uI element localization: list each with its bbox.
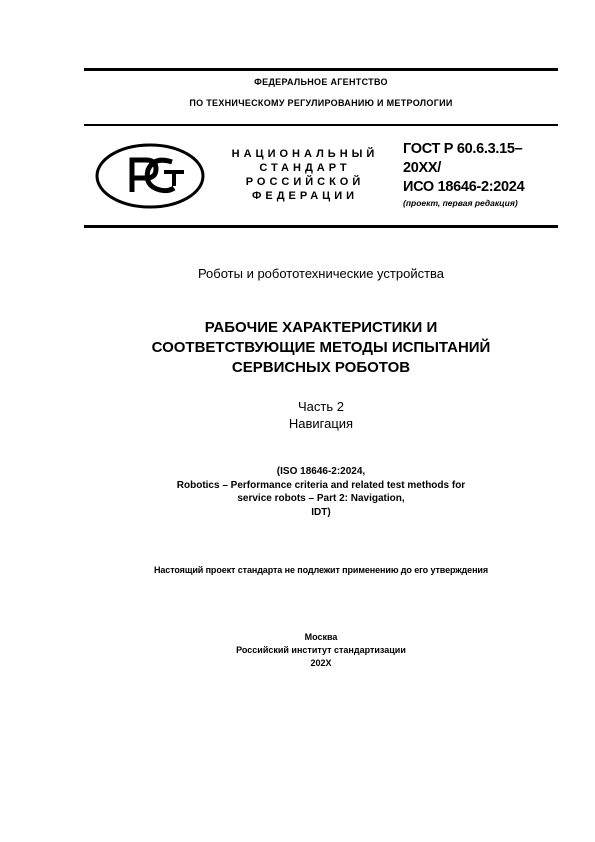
document-subject: Роботы и робототехнические устройства — [197, 266, 445, 281]
national-standard-label — [214, 147, 396, 203]
agency-name-line-1: ФЕДЕРАЛЬНОЕ АГЕНТСТВО — [254, 77, 388, 87]
document-title — [84, 318, 558, 378]
national-standard-line-3: РОССИЙСКОЙ — [245, 176, 365, 188]
document-part — [84, 398, 558, 432]
title-line-2: СООТВЕТСТВУЮЩИЕ МЕТОДЫ ИСПЫТАНИЙ — [151, 339, 491, 356]
designation-line-3: ИСО 18646-2:2024 — [403, 179, 525, 195]
iso-reference-line-4: IDT) — [311, 506, 331, 518]
national-standard-line-1: НАЦИОНАЛЬНЫЙ — [231, 148, 379, 160]
part-number: Часть 2 — [298, 399, 344, 414]
rst-certification-mark-icon — [94, 142, 206, 210]
national-standard-line-2: СТАНДАРТ — [259, 162, 351, 174]
draft-note: (проект, первая редакция) — [403, 198, 518, 208]
header-top-rule — [84, 68, 558, 71]
designation-line-2: 20ХХ/ — [403, 160, 441, 176]
agency-name-line-2: ПО ТЕХНИЧЕСКОМУ РЕГУЛИРОВАНИЮ И МЕТРОЛОГИИ — [189, 98, 453, 108]
iso-reference — [84, 465, 558, 519]
footer-publisher: Российский институт стандартизации — [236, 645, 406, 655]
designation-line-1: ГОСТ Р 60.6.3.15– — [403, 141, 523, 157]
part-title: Навигация — [288, 416, 354, 431]
standard-designation — [403, 140, 558, 208]
iso-reference-line-3: service robots – Part 2: Navigation, — [237, 493, 405, 504]
title-line-3: СЕРВИСНЫХ РОБОТОВ — [231, 359, 411, 376]
iso-reference-line-1: (ISO 18646-2:2024, — [276, 466, 366, 477]
iso-reference-line-2: Robotics – Performance criteria and related test methods for — [176, 479, 466, 491]
header-bottom-rule — [84, 225, 558, 228]
draft-notice: Настоящий проект стандарта не подлежит применению до его утверждения — [154, 565, 488, 575]
footer-year: 202Х — [310, 658, 332, 668]
title-line-1: РАБОЧИЕ ХАРАКТЕРИСТИКИ И — [204, 319, 438, 336]
header-middle-rule — [84, 124, 558, 126]
footer-city: Москва — [304, 632, 338, 642]
publication-footer — [84, 631, 558, 670]
national-standard-line-4: ФЕДЕРАЦИИ — [251, 190, 359, 202]
